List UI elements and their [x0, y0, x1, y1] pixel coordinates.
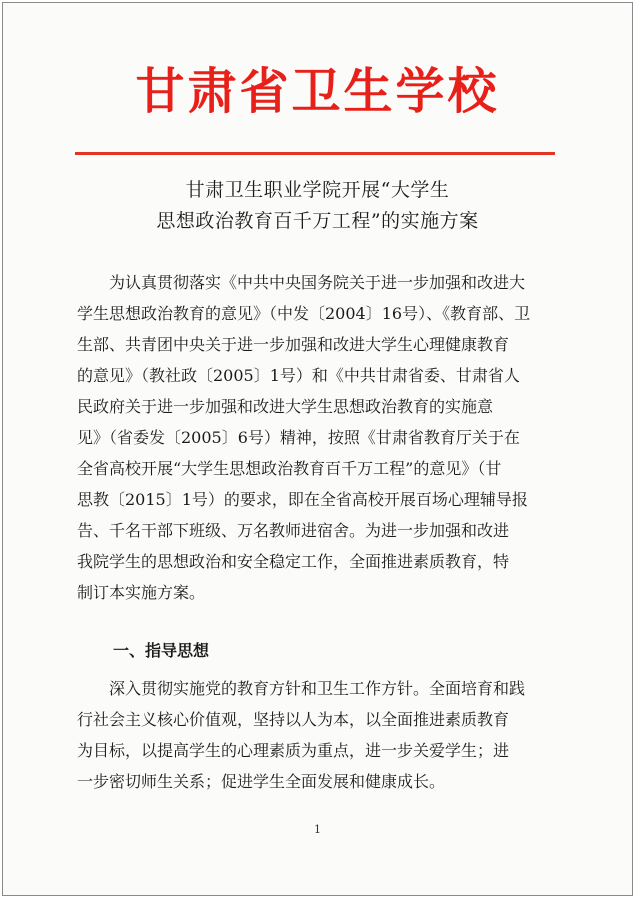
page-number: 1 — [314, 823, 321, 836]
intro-line: 制订本实施方案。 — [77, 583, 206, 602]
intro-line: 告、千名干部下班级、万名教师进宿舍。为进一步加强和改进 — [77, 521, 510, 540]
section-heading-guiding-thought: 一、指导思想 — [113, 641, 210, 660]
intro-line: 全省高校开展“大学生思想政治教育百千万工程”的意见》（甘 — [77, 459, 502, 478]
intro-line: 思教〔2015〕1号）的要求，即在全省高校开展百场心理辅导报 — [77, 490, 528, 509]
intro-line: 我院学生的思想政治和安全稳定工作，全面推进素质教育，特 — [77, 552, 510, 571]
intro-line: 民政府关于进一步加强和改进大学生思想政治教育的实施意 — [77, 397, 494, 416]
intro-line: 见》（省委发〔2005〕6号）精神，按照《甘肃省教育厅关于在 — [77, 428, 520, 447]
intro-line: 的意见》（教社政〔2005〕1号）和《中共甘肃省委、甘肃省人 — [77, 366, 520, 385]
document-title-line-1: 甘肃卫生职业学院开展“大学生 — [185, 179, 450, 201]
document-title-line-2: 思想政治教育百千万工程”的实施方案 — [156, 210, 479, 232]
intro-line: 学生思想政治教育的意见》（中发〔2004〕16号）、《教育部、卫 — [77, 304, 531, 323]
intro-line: 生部、共青团中央关于进一步加强和改进大学生心理健康教育 — [77, 335, 510, 354]
intro-line: 为认真贯彻落实《中共中央国务院关于进一步加强和改进大 — [109, 273, 526, 292]
section1-line: 一步密切师生关系；促进学生全面发展和健康成长。 — [77, 772, 446, 791]
section1-line: 为目标，以提高学生的心理素质为重点，进一步关爱学生；进 — [77, 741, 510, 760]
masthead-title: 甘肃省卫生学校 — [135, 62, 500, 120]
section1-line: 深入贯彻实施党的教育方针和卫生工作方针。全面培育和践 — [109, 679, 526, 698]
section1-line: 行社会主义核心价值观，坚持以人为本，以全面推进素质教育 — [77, 710, 510, 729]
red-divider-line — [75, 152, 555, 155]
document-page — [2, 2, 633, 896]
